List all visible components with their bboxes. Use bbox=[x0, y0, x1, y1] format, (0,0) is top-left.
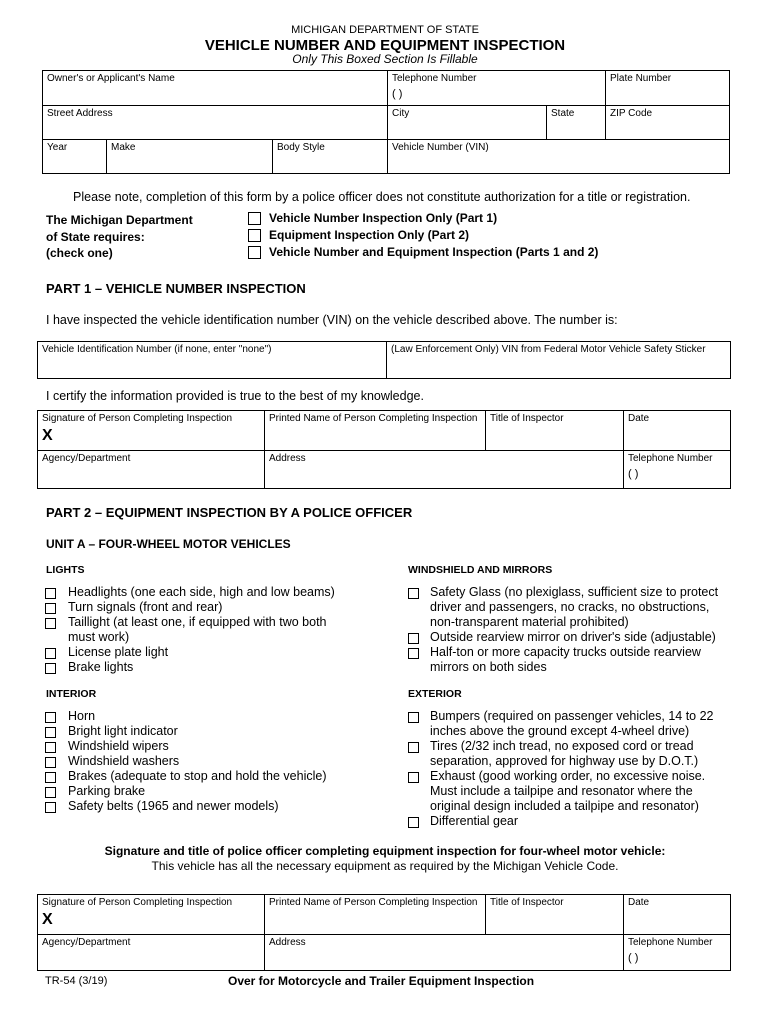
exhaust-label: Exhaust (good working order, no excessive noise. bbox=[430, 769, 706, 783]
taillight-label: Taillight (at least one, if equipped with two both bbox=[68, 615, 327, 629]
year-field[interactable] bbox=[43, 140, 107, 174]
truck-mirrors-label-cont: mirrors on both sides bbox=[430, 660, 547, 674]
telephone-parens: ( ) bbox=[628, 468, 639, 480]
telephone-parens: ( ) bbox=[628, 952, 639, 964]
printed-name-label: Printed Name of Person Completing Inspection bbox=[269, 897, 478, 908]
requires-line-2: of State requires: bbox=[46, 229, 145, 244]
requires-label bbox=[46, 212, 193, 262]
vin-entry-field[interactable] bbox=[38, 342, 387, 379]
exhaust-label-cont-1: Must include a tailpipe and resonator where the bbox=[430, 784, 693, 798]
agency-label: Agency/Department bbox=[42, 453, 131, 464]
part2-signature-field[interactable] bbox=[38, 895, 265, 935]
owner-name-field[interactable] bbox=[43, 71, 388, 106]
part2-heading: PART 2 – EQUIPMENT INSPECTION BY A POLICE OFFICER bbox=[46, 505, 413, 520]
safety-glass-label-cont-2: non-transparent material prohibited) bbox=[430, 615, 629, 629]
telephone-label: Telephone Number bbox=[628, 453, 713, 464]
vin-entry-label: Vehicle Identification Number (if none, enter "none") bbox=[42, 344, 272, 355]
outside-mirror-checkbox[interactable] bbox=[408, 633, 419, 644]
option-part1-label: Vehicle Number Inspection Only (Part 1) bbox=[269, 211, 498, 225]
telephone-label: Telephone Number bbox=[628, 937, 713, 948]
city-field[interactable] bbox=[388, 106, 547, 140]
safety-glass-checkbox[interactable] bbox=[408, 588, 419, 599]
parking-brake-label: Parking brake bbox=[68, 784, 146, 798]
body-style-field[interactable] bbox=[273, 140, 388, 174]
street-address-field[interactable] bbox=[43, 106, 388, 140]
bright-light-indicator-checkbox[interactable] bbox=[45, 727, 56, 738]
truck-mirrors-label: Half-ton or more capacity trucks outside rearview bbox=[430, 645, 701, 659]
agency-name: MICHIGAN DEPARTMENT OF STATE bbox=[291, 24, 479, 36]
requires-line-3: (check one) bbox=[46, 246, 113, 260]
taillight-label-cont: must work) bbox=[68, 630, 130, 644]
certify-text: I certify the information provided is true to the best of my knowledge. bbox=[46, 389, 424, 403]
windshield-wipers-label: Windshield wipers bbox=[68, 739, 169, 753]
printed-name-label: Printed Name of Person Completing Inspection bbox=[269, 413, 478, 424]
part1-statement: I have inspected the vehicle identification number (VIN) on the vehicle described above. The number is: bbox=[46, 313, 618, 327]
windshield-wipers-checkbox[interactable] bbox=[45, 742, 56, 753]
telephone-field[interactable] bbox=[388, 71, 606, 106]
part2-agency-field[interactable] bbox=[38, 935, 265, 971]
brakes-checkbox[interactable] bbox=[45, 772, 56, 783]
part1-date-field[interactable] bbox=[624, 411, 731, 451]
lights-heading: LIGHTS bbox=[46, 564, 85, 576]
interior-heading: INTERIOR bbox=[46, 688, 97, 700]
signature-label: Signature of Person Completing Inspection bbox=[42, 413, 233, 424]
street-address-label: Street Address bbox=[47, 108, 113, 119]
windshield-washers-checkbox[interactable] bbox=[45, 757, 56, 768]
part1-telephone-field[interactable] bbox=[624, 451, 731, 489]
brakes-label: Brakes (adequate to stop and hold the vehicle) bbox=[68, 769, 327, 783]
agency-label: Agency/Department bbox=[42, 937, 131, 948]
option-part2-checkbox[interactable] bbox=[248, 229, 261, 242]
form-id: TR-54 (3/19) bbox=[45, 975, 108, 987]
part1-printed-name-field[interactable] bbox=[265, 411, 486, 451]
bumpers-checkbox[interactable] bbox=[408, 712, 419, 723]
part2-inspector-title-field[interactable] bbox=[486, 895, 624, 935]
part2-address-field[interactable] bbox=[265, 935, 624, 971]
make-label: Make bbox=[111, 142, 136, 153]
unit-a-heading: UNIT A – FOUR-WHEEL MOTOR VEHICLES bbox=[46, 537, 291, 551]
windshield-washers-label: Windshield washers bbox=[68, 754, 180, 768]
part1-inspector-title-field[interactable] bbox=[486, 411, 624, 451]
city-label: City bbox=[392, 108, 410, 119]
date-label: Date bbox=[628, 413, 650, 424]
part2-date-field[interactable] bbox=[624, 895, 731, 935]
address-label: Address bbox=[269, 937, 306, 948]
safety-belts-label: Safety belts (1965 and newer models) bbox=[68, 799, 279, 813]
bright-light-indicator-label: Bright light indicator bbox=[68, 724, 178, 738]
safety-glass-label: Safety Glass (no plexiglass, sufficient size to protect bbox=[430, 585, 719, 599]
signature-x-mark: X bbox=[42, 427, 53, 444]
part1-agency-field[interactable] bbox=[38, 451, 265, 489]
part1-heading: PART 1 – VEHICLE NUMBER INSPECTION bbox=[46, 281, 306, 296]
make-field[interactable] bbox=[107, 140, 273, 174]
plate-number-field[interactable] bbox=[606, 71, 730, 106]
requires-line-1: The Michigan Department bbox=[46, 213, 193, 227]
tires-label: Tires (2/32 inch tread, no exposed cord or tread bbox=[430, 739, 694, 753]
bumpers-label-cont: inches above the ground except 4-wheel drive) bbox=[430, 724, 690, 738]
zip-field[interactable] bbox=[606, 106, 730, 140]
option-part1-checkbox[interactable] bbox=[248, 212, 261, 225]
differential-gear-checkbox[interactable] bbox=[408, 817, 419, 828]
exhaust-checkbox[interactable] bbox=[408, 772, 419, 783]
horn-checkbox[interactable] bbox=[45, 712, 56, 723]
license-plate-light-checkbox[interactable] bbox=[45, 648, 56, 659]
brake-lights-label: Brake lights bbox=[68, 660, 134, 674]
over-note: Over for Motorcycle and Trailer Equipment Inspection bbox=[228, 974, 535, 988]
windshield-heading: WINDSHIELD AND MIRRORS bbox=[408, 564, 553, 576]
safety-glass-label-cont-1: driver and passengers, no cracks, no obstructions, bbox=[430, 600, 710, 614]
vin-sticker-label: (Law Enforcement Only) VIN from Federal Motor Vehicle Safety Sticker bbox=[391, 344, 706, 355]
outside-mirror-label: Outside rearview mirror on driver's side (adjustable) bbox=[430, 630, 716, 644]
vin-field[interactable] bbox=[388, 140, 730, 174]
year-label: Year bbox=[47, 142, 68, 153]
part2-signature-table bbox=[37, 894, 731, 971]
owner-info-table bbox=[42, 70, 730, 174]
signature-x-mark: X bbox=[42, 911, 53, 928]
tires-label-cont: separation, approved for highway use by D.O.T.) bbox=[430, 754, 699, 768]
brake-lights-checkbox[interactable] bbox=[45, 663, 56, 674]
vin-label: Vehicle Number (VIN) bbox=[392, 142, 489, 153]
owner-name-label: Owner's or Applicant's Name bbox=[47, 73, 175, 84]
part1-address-field[interactable] bbox=[265, 451, 624, 489]
notice-text: Please note, completion of this form by a police officer does not constitute authorization for a title or registration. bbox=[73, 190, 691, 204]
telephone-label: Telephone Number bbox=[392, 73, 477, 84]
plate-number-label: Plate Number bbox=[610, 73, 672, 84]
part2-printed-name-field[interactable] bbox=[265, 895, 486, 935]
form-subtitle: Only This Boxed Section Is Fillable bbox=[292, 52, 478, 66]
license-plate-light-label: License plate light bbox=[68, 645, 169, 659]
truck-mirrors-checkbox[interactable] bbox=[408, 648, 419, 659]
parking-brake-checkbox[interactable] bbox=[45, 787, 56, 798]
officer-signature-subheading: This vehicle has all the necessary equipment as required by the Michigan Vehicle Code. bbox=[151, 859, 619, 873]
officer-signature-heading: Signature and title of police officer completing equipment inspection for four-wheel motor vehicle: bbox=[104, 844, 666, 858]
signature-label: Signature of Person Completing Inspection bbox=[42, 897, 233, 908]
inspector-title-label: Title of Inspector bbox=[490, 897, 564, 908]
headlights-checkbox[interactable] bbox=[45, 588, 56, 599]
address-label: Address bbox=[269, 453, 306, 464]
zip-label: ZIP Code bbox=[610, 108, 653, 119]
taillight-checkbox[interactable] bbox=[45, 618, 56, 629]
exhaust-label-cont-2: original design included a tailpipe and resonator) bbox=[430, 799, 699, 813]
bumpers-label: Bumpers (required on passenger vehicles, 14 to 22 bbox=[430, 709, 714, 723]
tires-checkbox[interactable] bbox=[408, 742, 419, 753]
date-label: Date bbox=[628, 897, 650, 908]
inspector-title-label: Title of Inspector bbox=[490, 413, 564, 424]
telephone-parens: ( ) bbox=[392, 88, 403, 100]
option-part2-label: Equipment Inspection Only (Part 2) bbox=[269, 228, 470, 242]
option-both-checkbox[interactable] bbox=[248, 246, 261, 259]
headlights-label: Headlights (one each side, high and low beams) bbox=[68, 585, 335, 599]
state-label: State bbox=[551, 108, 575, 119]
state-field[interactable] bbox=[547, 106, 606, 140]
option-both-label: Vehicle Number and Equipment Inspection (Parts 1 and 2) bbox=[269, 245, 599, 259]
turn-signals-checkbox[interactable] bbox=[45, 603, 56, 614]
vin-sticker-field[interactable] bbox=[387, 342, 731, 379]
vin-table bbox=[37, 341, 731, 379]
part2-telephone-field[interactable] bbox=[624, 935, 731, 971]
part1-signature-field[interactable] bbox=[38, 411, 265, 451]
body-style-label: Body Style bbox=[277, 142, 325, 153]
safety-belts-checkbox[interactable] bbox=[45, 802, 56, 813]
exterior-heading: EXTERIOR bbox=[408, 688, 462, 700]
differential-gear-label: Differential gear bbox=[430, 814, 519, 828]
form-title: VEHICLE NUMBER AND EQUIPMENT INSPECTION bbox=[204, 37, 566, 54]
part1-signature-table bbox=[37, 410, 731, 489]
turn-signals-label: Turn signals (front and rear) bbox=[68, 600, 223, 614]
horn-label: Horn bbox=[68, 709, 96, 723]
